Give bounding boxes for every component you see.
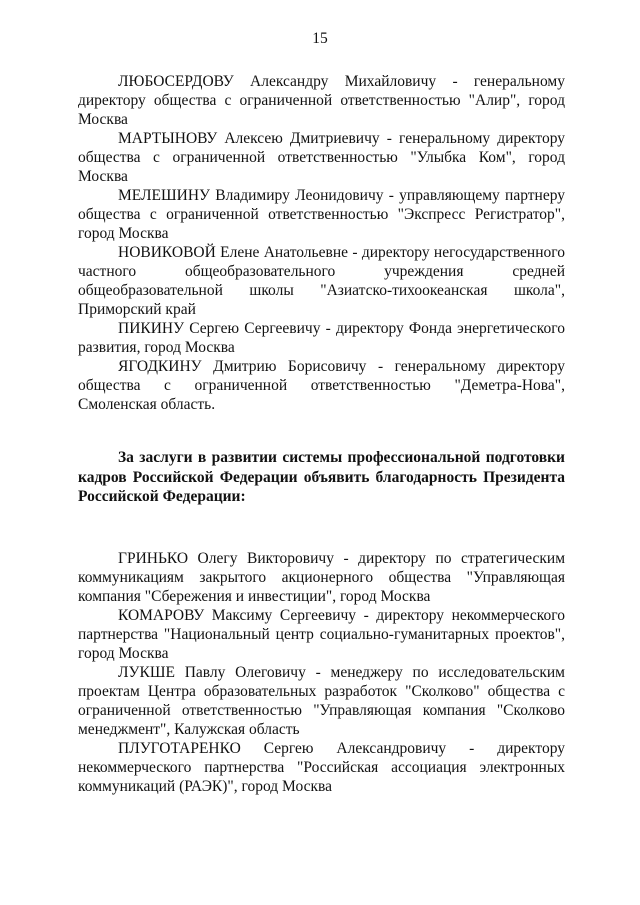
award-entry-martynov: МАРТЫНОВУ Алексею Дмитриевичу - генеральному директору общества с ограниченной ответственностью "Улыбка Ком", город Москва [78, 130, 565, 185]
award-entry-yagodkin: ЯГОДКИНУ Дмитрию Борисовичу - генеральному директору общества с ограниченной ответственностью "Деметра-Нова", Смоленская область. [78, 358, 565, 413]
award-entry-lyubosERDOV: ЛЮБОСЕРДОВУ Александру Михайловичу - генеральному директору общества с ограниченной ответственностью "Алир", город Москва [78, 73, 565, 128]
page-number: 15 [312, 30, 328, 47]
award-entry-plugotarenko: ПЛУГОТАРЕНКО Сергею Александровичу - директору некоммерческого партнерства "Российская ассоциация электронных коммуникаций (РАЭК)", город Москва [78, 739, 565, 795]
award-entry-komarov: КОМАРОВУ Максиму Сергеевичу - директору некоммерческого партнерства "Национальный центр социально-гуманитарных проектов", город Москва [78, 606, 565, 662]
award-entry-grinko: ГРИНЬКО Олегу Викторовичу - директору по стратегическим коммуникациям закрытого акционерного общества "Управляющая компания "Сбережения и инвестиции", город Москва [78, 549, 565, 605]
award-entry-meleshin: МЕЛЕШИНУ Владимиру Леонидовичу - управляющему партнеру общества с ограниченной ответственностью "Экспресс Регистратор", город Москва [78, 187, 565, 242]
document-body [78, 72, 565, 796]
award-entry-lukshe: ЛУКШЕ Павлу Олеговичу - менеджеру по исследовательским проектам Центра образовательных разработок "Сколково" общества с ограниченной ответственностью "Управляющая компания "Сколково менеджмент", Калужская область [78, 663, 565, 738]
award-entry-pikin: ПИКИНУ Сергею Сергеевичу - директору Фонда энергетического развития, город Москва [78, 320, 565, 356]
section-heading-gratitude: За заслуги в развитии системы профессиональной подготовки кадров Российской Федерации объявить благодарность Президента Российской Федерации: [78, 449, 565, 505]
award-entry-novikova: НОВИКОВОЙ Елене Анатольевне - директору негосударственного частного общеобразовательного учреждения средней общеобразовательной школы "Азиатско-тихоокеанская школа", Приморский край [78, 244, 565, 318]
